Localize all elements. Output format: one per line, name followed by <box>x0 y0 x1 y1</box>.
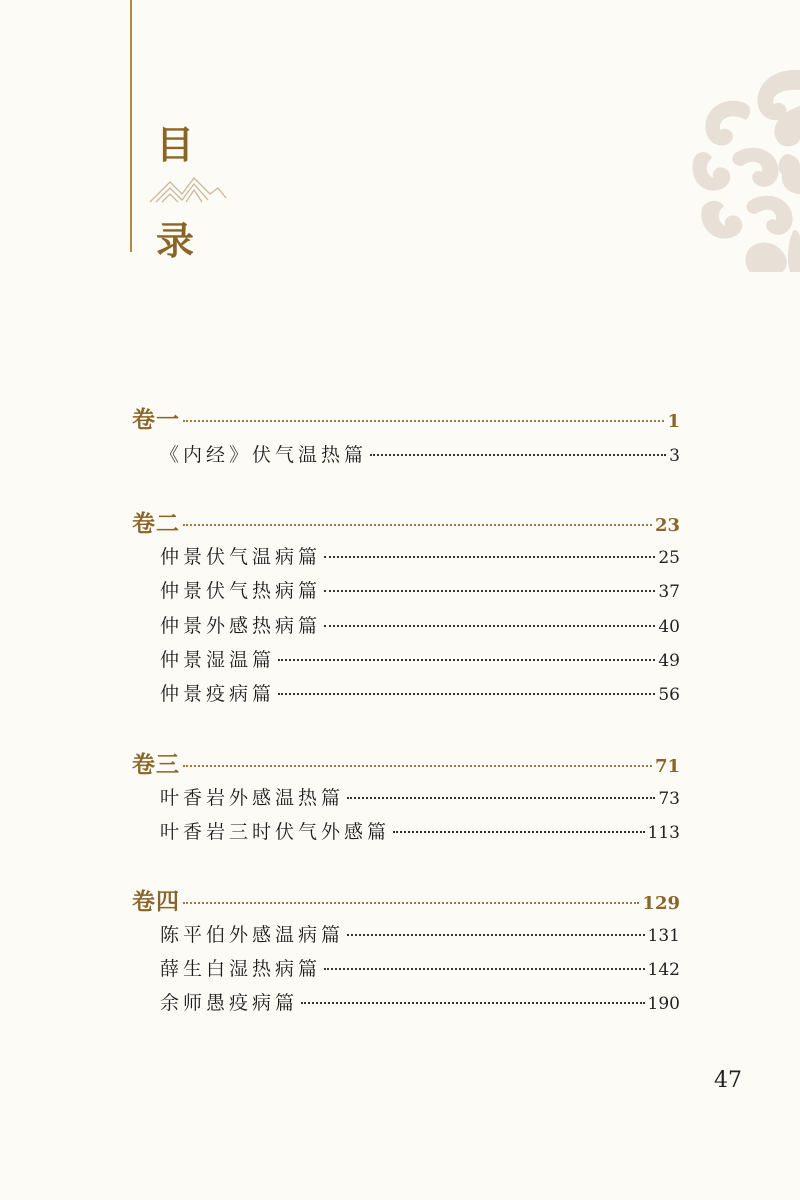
toc-entry[interactable] <box>0 783 800 813</box>
toc-entry-label: 陈平伯外感温病篇 <box>160 924 345 946</box>
dot-leader <box>183 420 664 422</box>
dot-leader <box>183 902 639 904</box>
toc-entry-label: 薛生白湿热病篇 <box>160 958 322 980</box>
toc-volume-2[interactable] <box>0 509 800 539</box>
dot-leader <box>301 1002 645 1004</box>
toc-entry-label: 仲景伏气热病篇 <box>160 580 322 602</box>
toc-entry[interactable] <box>0 817 800 847</box>
toc-entry[interactable] <box>0 988 800 1018</box>
toc-page-number: 56 <box>658 685 680 705</box>
toc-page-number: 113 <box>647 823 680 843</box>
toc-page-number: 37 <box>658 582 680 602</box>
toc-entry-label: 仲景伏气温病篇 <box>160 546 322 568</box>
toc-entry[interactable] <box>0 576 800 606</box>
page-title-bottom: 录 <box>156 218 195 263</box>
toc-entry-label: 仲景疫病篇 <box>160 683 276 705</box>
toc-page-number: 71 <box>654 756 680 777</box>
dot-leader <box>370 454 666 456</box>
dot-leader <box>324 625 655 627</box>
toc-page-number: 190 <box>647 994 680 1014</box>
dot-leader <box>324 590 655 592</box>
toc-entry-label: 余师愚疫病篇 <box>160 992 299 1014</box>
toc-page-number: 23 <box>654 515 680 536</box>
dot-leader <box>324 968 645 970</box>
toc-entry[interactable] <box>0 440 800 470</box>
dot-leader <box>183 524 652 526</box>
toc-entry-label: 叶香岩外感温热篇 <box>160 787 345 809</box>
toc-volume-1[interactable] <box>0 405 800 435</box>
toc-page-number: 142 <box>647 960 680 980</box>
dot-leader <box>183 765 652 767</box>
toc-volume-4[interactable] <box>0 887 800 917</box>
toc-volume-3[interactable] <box>0 750 800 780</box>
toc-page-number: 73 <box>658 789 680 809</box>
page-number: 47 <box>714 1068 742 1093</box>
toc-volume-label: 卷二 <box>132 510 180 537</box>
dot-leader <box>347 934 645 936</box>
toc-entry[interactable] <box>0 679 800 709</box>
toc-page-number: 129 <box>642 893 680 914</box>
dot-leader <box>324 556 655 558</box>
dot-leader <box>393 831 645 833</box>
toc-entry-label: 《内经》伏气温热篇 <box>160 444 368 466</box>
toc-page-number: 40 <box>658 617 680 637</box>
toc-entry[interactable] <box>0 542 800 572</box>
toc-entry[interactable] <box>0 645 800 675</box>
dot-leader <box>278 659 655 661</box>
toc-volume-label: 卷三 <box>132 751 180 778</box>
dot-leader <box>347 797 655 799</box>
toc-volume-label: 卷一 <box>132 406 180 433</box>
toc-entry-label: 仲景湿温篇 <box>160 649 276 671</box>
toc-entry[interactable] <box>0 920 800 950</box>
toc-page-number: 25 <box>658 548 680 568</box>
dot-leader <box>278 693 655 695</box>
toc-entry-label: 叶香岩三时伏气外感篇 <box>160 821 391 843</box>
toc-page-number: 1 <box>667 411 680 432</box>
toc-entry[interactable] <box>0 954 800 984</box>
toc-page-number: 131 <box>647 926 680 946</box>
toc-entry[interactable] <box>0 611 800 641</box>
page-title-top: 目 <box>156 122 195 167</box>
toc-volume-label: 卷四 <box>132 888 180 915</box>
toc-page-number: 49 <box>658 651 680 671</box>
toc-entry-label: 仲景外感热病篇 <box>160 615 322 637</box>
toc-page-number: 3 <box>669 446 680 466</box>
